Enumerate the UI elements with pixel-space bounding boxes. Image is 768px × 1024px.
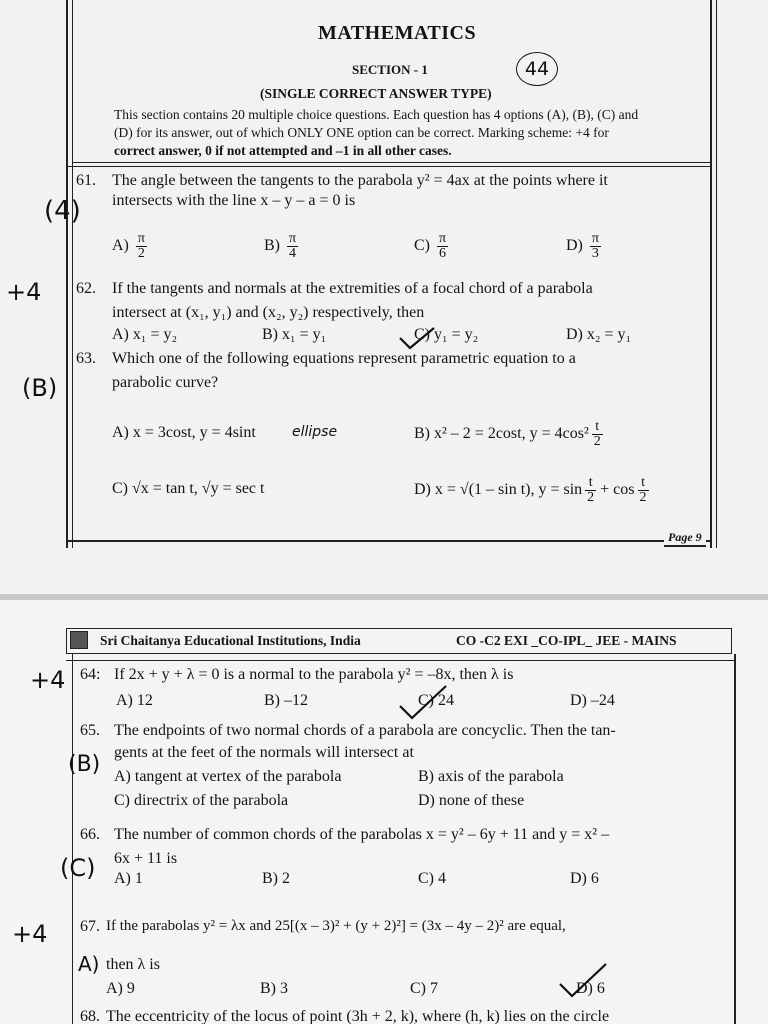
- q63-option-b: B) x² – 2 = 2cost, y = 4cos² $\frac{t}{2}$: [414, 419, 601, 449]
- q64-option-d: D) –24: [570, 692, 615, 709]
- q67-option-a: A) 9: [106, 980, 135, 997]
- q64-option-b: B) –12: [264, 692, 308, 709]
- q62-text-1: If the tangents and normals at the extremities of a focal chord of a parabola: [112, 280, 593, 297]
- q67-margin-note-2: A): [78, 952, 100, 976]
- handwritten-score: [516, 52, 558, 86]
- q66-number: 66.: [80, 826, 100, 843]
- page2-header-rule: [66, 660, 734, 661]
- q62-checkmark-icon: [398, 326, 438, 352]
- q62-number: 62.: [76, 280, 96, 297]
- q65-option-c: C) directrix of the parabola: [114, 792, 289, 809]
- handwritten-score-text: 44: [524, 58, 550, 80]
- page-border-left: [66, 0, 68, 548]
- q65-option-d: D) none of these: [418, 792, 525, 809]
- institution-name: Sri Chaitanya Educational Institutions, India: [100, 633, 361, 648]
- q67-checkmark-icon: [558, 962, 608, 998]
- page2-border-right: [734, 654, 736, 1024]
- q61-text-1: The angle between the tangents to the parabola y² = 4ax at the points where it: [112, 172, 608, 189]
- section-divider: [72, 162, 712, 163]
- section-divider-2: [66, 166, 712, 167]
- q61-option-d: D) $\frac{\pi}{3}$: [566, 231, 599, 261]
- q61-option-b: B) $\frac{\pi}{4}$: [264, 231, 297, 261]
- q64-option-c: C) 24: [418, 692, 454, 709]
- q66-text-2: 6x + 11 is: [114, 850, 178, 867]
- q62-option-a: A) x₁ = y₂: [112, 326, 178, 343]
- q67-option-b: B) 3: [260, 980, 288, 997]
- institution-logo-icon: [70, 631, 88, 649]
- q62-option-d: D) x₂ = y₁: [566, 326, 632, 343]
- q68-number: 68.: [80, 1008, 100, 1024]
- page-border-left-inner: [72, 0, 73, 548]
- q63-option-a-note: ellipse: [292, 424, 338, 440]
- q64-checkmark-icon: [398, 684, 448, 720]
- course-code: CO -C2 EXI _CO-IPL_ JEE - MAINS: [456, 633, 677, 648]
- q65-option-a: A) tangent at vertex of the parabola: [114, 768, 342, 785]
- q68-text: The eccentricity of the locus of point (3h + 2, k), where (h, k) lies on the circle: [106, 1008, 610, 1024]
- page-border-right: [710, 0, 712, 548]
- q63-text-1: Which one of the following equations represent parametric equation to a: [112, 350, 576, 367]
- q65-margin-note: (B): [68, 752, 101, 777]
- q62-margin-note: +4: [6, 278, 42, 306]
- q63-margin-note: (B): [22, 374, 58, 402]
- q63-option-d: D) x = √(1 – sin t), y = sin $\frac{t}{2}$ + cos $\frac{t}{2}$: [414, 475, 647, 505]
- q66-option-b: B) 2: [262, 870, 290, 887]
- q64-option-a: A) 12: [116, 692, 153, 709]
- q61-number: 61.: [76, 172, 96, 189]
- instructions-line-2: (D) for its answer, out of which ONLY ONE option can be correct. Marking scheme: +4 for: [114, 125, 609, 140]
- q66-option-a: A) 1: [114, 870, 143, 887]
- page-border-right-outer: [716, 0, 717, 548]
- q65-text-2: gents at the feet of the normals will intersect at: [114, 744, 414, 761]
- q66-margin-note: (C): [60, 854, 96, 882]
- q62-text-2: intersect at (x₁, y₁) and (x₂, y₂) respectively, then: [112, 304, 425, 321]
- q63-number: 63.: [76, 350, 96, 367]
- q67-text-2: then λ is: [106, 956, 160, 973]
- q61-option-a: A) $\frac{\pi}{2}$: [112, 231, 145, 261]
- q66-text-1: The number of common chords of the parabolas x = y² – 6y + 11 and y = x² –: [114, 826, 610, 843]
- q63-option-a: A) x = 3cost, y = 4sint: [112, 424, 256, 441]
- q62-option-c: C) y₁ = y₂: [414, 326, 479, 343]
- q61-margin-note: (4): [44, 196, 81, 226]
- section-title: SECTION - 1: [352, 62, 428, 77]
- answer-type: (SINGLE CORRECT ANSWER TYPE): [260, 86, 492, 101]
- q63-option-c: C) √x = tan t, √y = sec t: [112, 480, 265, 497]
- q65-text-1: The endpoints of two normal chords of a parabola are concyclic. Then the tan-: [114, 722, 616, 739]
- q67-option-d: D) 6: [576, 980, 605, 997]
- page-number: Page 9: [664, 530, 706, 547]
- q65-number: 65.: [80, 722, 100, 739]
- q64-text: If 2x + y + λ = 0 is a normal to the parabola y² = –8x, then λ is: [114, 666, 514, 683]
- q64-margin-note: +4: [30, 666, 66, 694]
- instructions-line-3: correct answer, 0 if not attempted and –1 in all other cases.: [114, 143, 452, 158]
- page2-border-left: [72, 654, 73, 1024]
- q62-option-b: B) x₁ = y₁: [262, 326, 327, 343]
- page-bottom-rule: [66, 540, 712, 542]
- q66-option-c: C) 4: [418, 870, 446, 887]
- q64-number: 64:: [80, 666, 101, 683]
- instructions-line-1: This section contains 20 multiple choice questions. Each question has 4 options (A), (B), (C) and: [114, 107, 639, 122]
- q66-option-d: D) 6: [570, 870, 599, 887]
- q67-text-1: If the parabolas y² = λx and 25[(x – 3)² + (y + 2)²] = (3x – 4y – 2)² are equal,: [106, 918, 566, 934]
- q67-option-c: C) 7: [410, 980, 438, 997]
- q61-text-2: intersects with the line x – y – a = 0 is: [112, 192, 356, 209]
- q63-text-2: parabolic curve?: [112, 374, 219, 391]
- q61-option-c: C) $\frac{\pi}{6}$: [414, 231, 447, 261]
- q67-margin-note: +4: [12, 920, 48, 948]
- q67-number: 67.: [80, 918, 100, 935]
- q65-option-b: B) axis of the parabola: [418, 768, 564, 785]
- subject-title: MATHEMATICS: [318, 22, 477, 44]
